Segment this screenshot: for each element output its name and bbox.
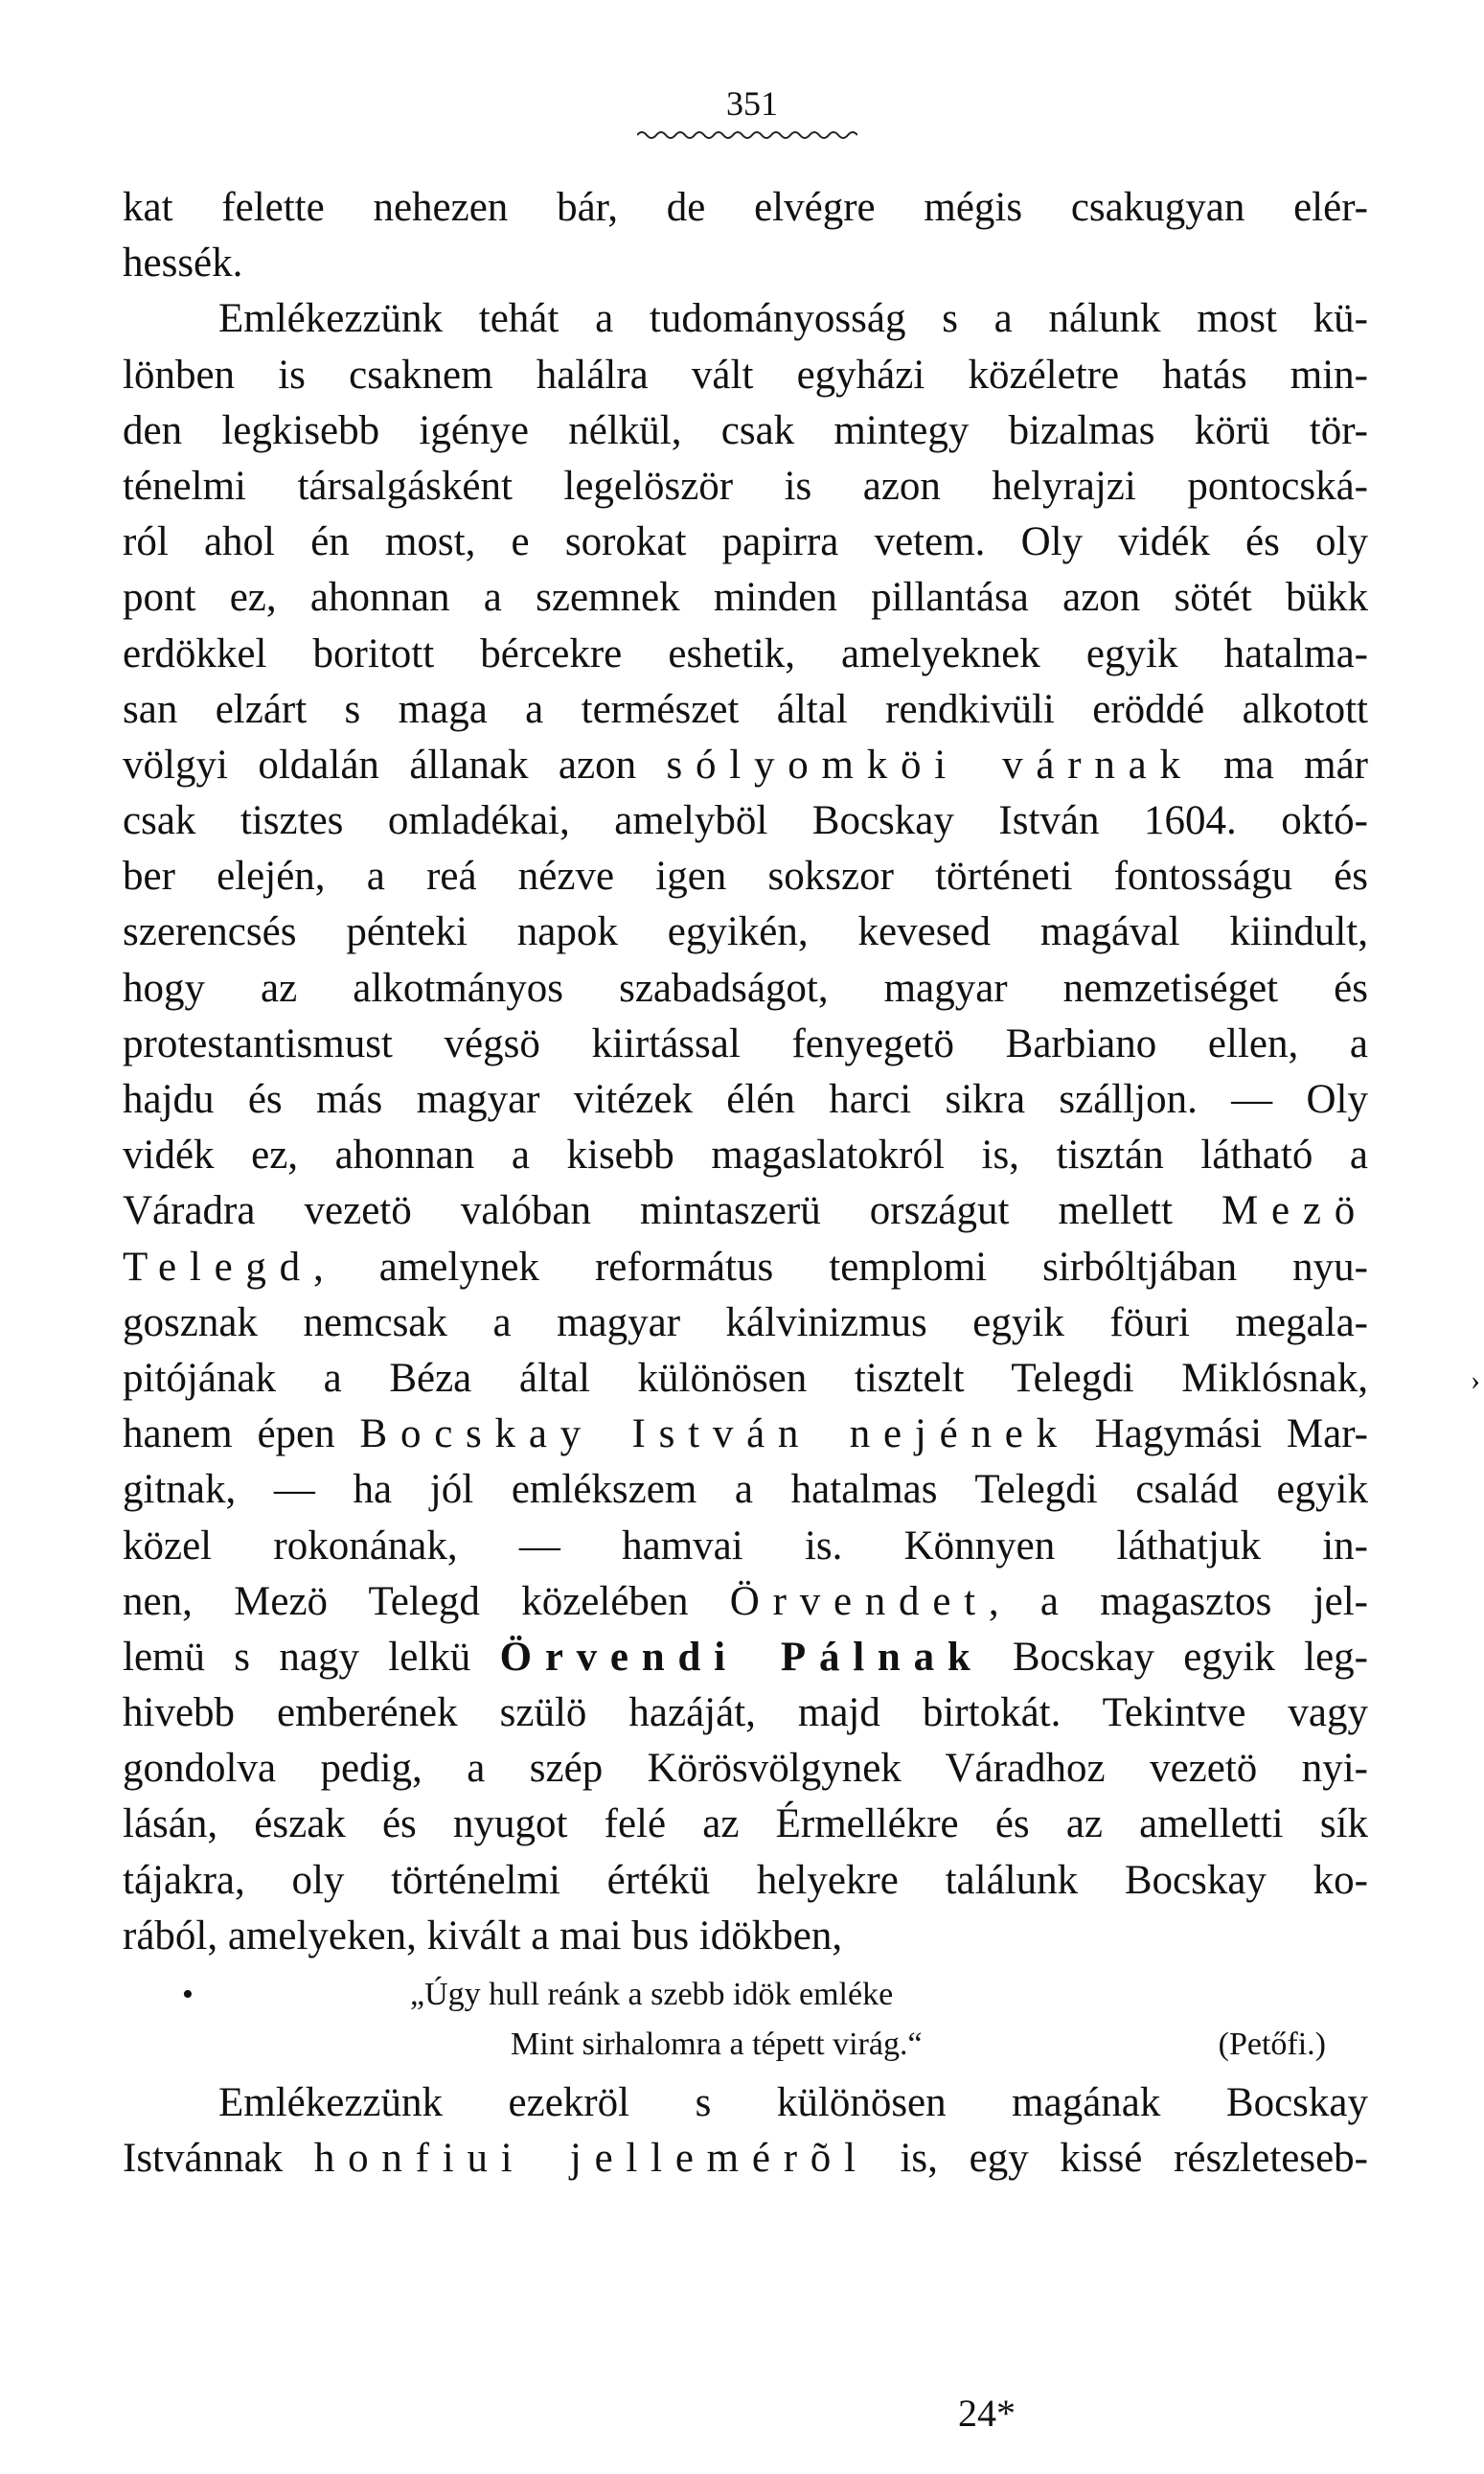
body-text: [123, 180, 1368, 2187]
text-line: gitnak, — ha jól emlékszem a hatalmas Telegdi család egyik: [123, 1467, 1368, 1513]
text-line: Emlékezzünk tehát a tudományosság s a nálunk most kü-: [218, 296, 1368, 342]
text-line: lásán, észak és nyugot felé az Érmellékre és az amelletti sík: [123, 1801, 1368, 1847]
spaced-emphasis: Örvendi Pálnak: [499, 1634, 984, 1680]
text-line: Istvánnak honfiui jellemérõl is, egy kissé részleteseb-: [123, 2136, 1368, 2182]
text-line: gondolva pedig, a szép Körösvölgynek Váradhoz vezetö nyi-: [123, 1746, 1368, 1792]
text-line: san elzárt s maga a természet által rendkivüli eröddé alkotott: [123, 686, 1368, 732]
text-line: lemü s nagy lelkü Örvendi Pálnak Bocskay egyik leg-: [123, 1634, 1368, 1680]
ornamental-wavy-rule: [637, 126, 857, 144]
text-line: ról ahol én most, e sorokat papirra vetem. Oly vidék és oly: [123, 519, 1368, 565]
text-line: hanem épen Bocskay István nejének Hagymási Mar-: [123, 1411, 1368, 1457]
page-number: 351: [726, 84, 778, 123]
signature-mark: 24*: [958, 2392, 1016, 2435]
quote-line: Mint sirhalomra a tépett virág.“ (Petőfi.): [123, 2020, 1368, 2070]
text-line: csak tisztes omladékai, amelyböl Bocskay István 1604. októ-: [123, 798, 1368, 844]
text-line: szerencsés pénteki napok egyikén, kevesed magával kiindult,: [123, 909, 1368, 955]
text-line: hajdu és más magyar vitézek élén harci sikra szálljon. — Oly: [123, 1077, 1368, 1122]
text-line: völgyi oldalán állanak azon sólyomköi várnak ma már: [123, 742, 1368, 788]
text-line: Telegd, amelynek református templomi sirbóltjában nyu-: [123, 1244, 1368, 1290]
text-line: pont ez, ahonnan a szemnek minden pillantása azon sötét bükk: [123, 575, 1368, 621]
text-line: ténelmi társalgásként legelöször is azon helyrajzi pontocská-: [123, 463, 1368, 509]
text-line: pitójának a Béza által különösen tisztelt Telegdi Miklósnak,: [123, 1355, 1368, 1401]
spaced-emphasis: Mezö: [1221, 1188, 1368, 1234]
text-line: Váradra vezetö valóban mintaszerü országut mellett Mezö: [123, 1188, 1368, 1234]
spaced-emphasis: sólyomköi várnak: [666, 742, 1194, 788]
text-line: vidék ez, ahonnan a kisebb magaslatokról is, tisztán látható a: [123, 1133, 1368, 1179]
text-line: rából, amelyeken, kivált a mai bus idökben,: [123, 1913, 843, 1959]
text-line: Emlékezzünk ezekröl s különösen magának Bocskay: [218, 2080, 1368, 2125]
text-line: erdökkel boritott bércekre eshetik, amelyeknek egyik hatalma-: [123, 630, 1368, 676]
quote-bullet: •: [182, 1977, 194, 2012]
spaced-emphasis: honfiui jellemérõl: [313, 2136, 869, 2182]
spaced-emphasis: Bocskay István nejének: [359, 1411, 1070, 1457]
margin-mark: ›: [1471, 1364, 1480, 1396]
text-line: hivebb emberének szülö hazáját, majd birtokát. Tekintve vagy: [123, 1690, 1368, 1736]
quote-line: • „Úgy hull reánk a szebb idök emléke: [123, 1970, 1368, 2020]
text-line: nen, Mezö Telegd közelében Örvendet, a magasztos jel-: [123, 1578, 1368, 1624]
text-line: lönben is csaknem halálra vált egyházi közéletre hatás min-: [123, 352, 1368, 398]
text-line: hogy az alkotmányos szabadságot, magyar nemzetiséget és: [123, 965, 1368, 1011]
quote-source: (Petőfi.): [1218, 2027, 1326, 2062]
spaced-emphasis: Telegd: [123, 1244, 313, 1290]
text-line: protestantismust végsö kiirtással fenyegetö Barbiano ellen, a: [123, 1020, 1368, 1066]
spaced-emphasis: Örvendet: [729, 1578, 989, 1624]
text-line: gosznak nemcsak a magyar kálvinizmus egyik föuri megala-: [123, 1299, 1368, 1345]
text-line: kat felette nehezen bár, de elvégre mégis csakugyan elér-: [123, 185, 1368, 230]
text-line: tájakra, oly történelmi értékü helyekre találunk Bocskay ko-: [123, 1857, 1368, 1903]
poem-quote: [123, 1970, 1368, 2070]
text-line: ber elején, a reá nézve igen sokszor történeti fontosságu és: [123, 854, 1368, 900]
text-line: hessék.: [123, 241, 243, 286]
text-line: den legkisebb igénye nélkül, csak mintegy bizalmas körü tör-: [123, 407, 1368, 453]
text-line: közel rokonának, — hamvai is. Könnyen láthatjuk in-: [123, 1523, 1368, 1569]
